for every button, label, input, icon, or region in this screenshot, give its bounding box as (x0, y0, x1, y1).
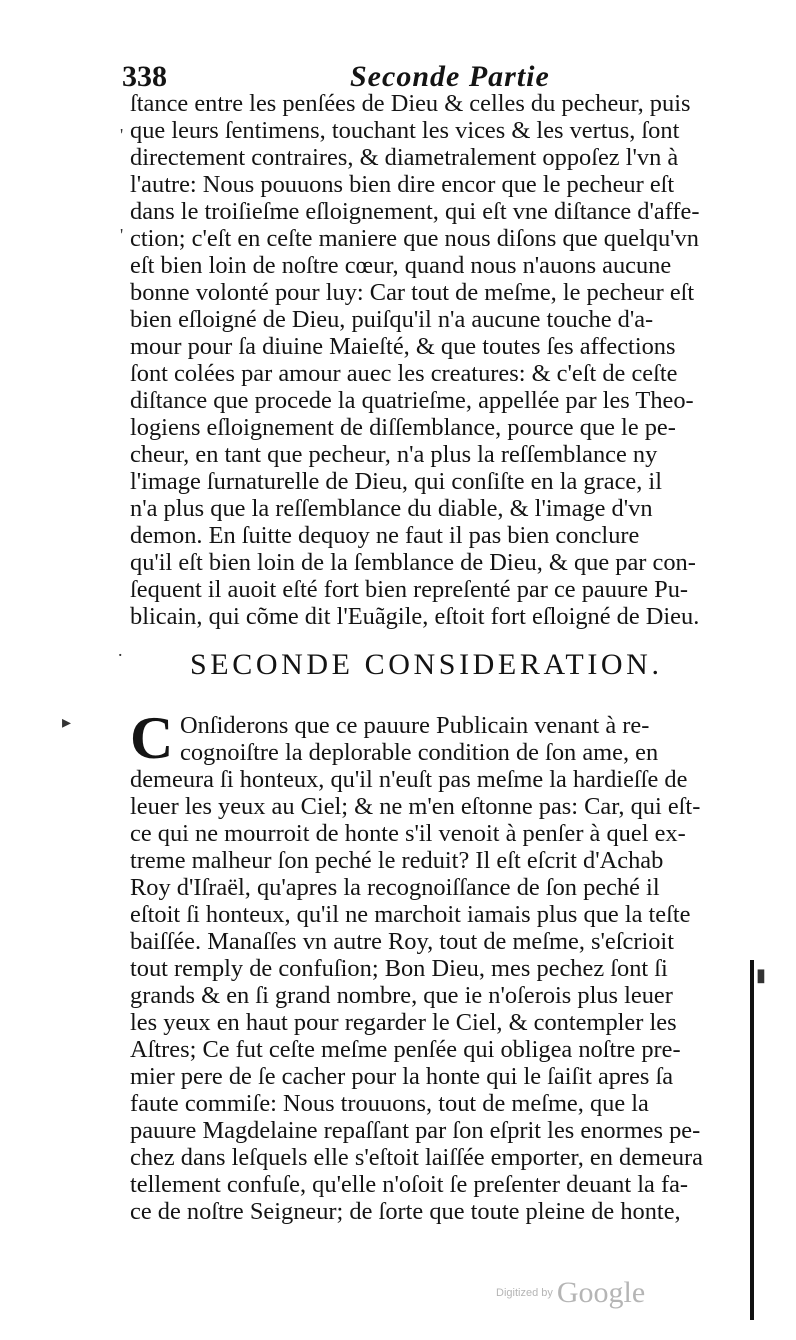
section-heading: SECONDE CONSIDERATION. (190, 648, 663, 681)
text-line: demeura ſi honteux, qu'il n'euſt pas meſme la hardieſſe de (130, 766, 688, 793)
text-line: diſtance que procede la quatrieſme, appellée par les Theo- (130, 387, 694, 414)
text-line: l'autre: Nous pouuons bien dire encor que le pecheur eſt (130, 171, 675, 198)
text-line: ſtance entre les penſées de Dieu & celles du pecheur, puis (130, 90, 691, 117)
text-line: dans le troiſieſme eſloignement, qui eſt vne diſtance d'affe- (130, 198, 700, 225)
text-line: tellement confuſe, qu'elle n'oſoit ſe preſenter deuant la fa- (130, 1171, 689, 1198)
paragraph-2 (130, 705, 745, 1225)
text-line: les yeux en haut pour regarder le Ciel, & contempler les (130, 1009, 677, 1036)
text-line: logiens eſloignement de diſſemblance, pource que le pe- (130, 414, 676, 441)
text-line: demon. En ſuitte dequoy ne faut il pas bien conclure (130, 522, 640, 549)
page-number: 338 (122, 60, 167, 93)
text-line: Aſtres; Ce fut ceſte meſme penſée qui obligea noſtre pre- (130, 1036, 681, 1063)
margin-speck: . (118, 640, 123, 660)
margin-speck: ▸ (62, 712, 72, 732)
margin-speck: ▮ (756, 965, 766, 985)
text-line: baiſſée. Manaſſes vn autre Roy, tout de meſme, s'eſcrioit (130, 928, 674, 955)
running-head-title: Seconde Partie (350, 60, 550, 93)
text-line: chez dans leſquels elle s'eſtoit laiſſée emporter, en demeura (130, 1144, 703, 1171)
margin-speck: ' (120, 225, 124, 245)
running-head (118, 60, 738, 94)
text-line: l'image ſurnaturelle de Dieu, qui conſiſte en la grace, il (130, 468, 662, 495)
text-line: eſt bien loin de noſtre cœur, quand nous n'auons aucune (130, 252, 672, 279)
text-line: eſtoit ſi honteux, qu'il ne marchoit iamais plus que la teſte (130, 901, 691, 928)
text-line: cheur, en tant que pecheur, n'a plus la reſſemblance ny (130, 441, 658, 468)
text-line: grands & en ſi grand nombre, que ie n'oſerois plus leuer (130, 982, 673, 1009)
text-line: faute commiſe: Nous trouuons, tout de meſme, que la (130, 1090, 649, 1117)
text-line: cognoiſtre la deplorable condition de ſon ame, en (180, 739, 659, 766)
text-line: ſequent il auoit eſté fort bien repreſenté par ce pauure Pu- (130, 576, 689, 603)
digitization-watermark (496, 1276, 645, 1310)
text-line: que leurs ſentimens, touchant les vices & les vertus, ſont (130, 117, 680, 144)
text-line: leuer les yeux au Ciel; & ne m'en eſtonne pas: Car, qui eſt- (130, 793, 701, 820)
text-line: Onſiderons que ce pauure Publicain venant à re- (180, 712, 650, 739)
text-line: mour pour ſa diuine Maieſté, & que toutes ſes affections (130, 333, 676, 360)
google-logo: Google (556, 1276, 646, 1309)
text-line: ce qui ne mourroit de honte s'il venoit à penſer à quel ex- (130, 820, 686, 847)
text-line: mier pere de ſe cacher pour la honte qui le ſaiſit apres ſa (130, 1063, 674, 1090)
text-line: ce de noſtre Seigneur; de ſorte que toute pleine de honte, (130, 1198, 681, 1225)
text-line: n'a plus que la reſſemblance du diable, & l'image d'vn (130, 495, 653, 522)
text-line: pauure Magdelaine repaſſant par ſon eſprit les enormes pe- (130, 1117, 701, 1144)
text-line: treme malheur ſon peché le reduit? Il eſt eſcrit d'Achab (130, 847, 664, 874)
text-line: tout remply de confuſion; Bon Dieu, mes pechez ſont ſi (130, 955, 668, 982)
watermark-prefix: Digitized by (496, 1287, 553, 1299)
text-line: bien eſloigné de Dieu, puiſqu'il n'a aucune touche d'a- (130, 306, 654, 333)
text-line: Roy d'Iſraël, qu'apres la recognoiſſance de ſon peché il (130, 874, 660, 901)
margin-speck: ' (120, 125, 124, 145)
paragraph-1 (130, 90, 745, 630)
text-line: ction; c'eſt en ceſte maniere que nous diſons que quelqu'vn (130, 225, 699, 252)
text-line: blicain, qui cõme dit l'Euãgile, eſtoit fort eſloigné de Dieu. (130, 603, 700, 630)
text-line: bonne volonté pour luy: Car tout de meſme, le pecheur eſt (130, 279, 695, 306)
gutter-rule (750, 960, 754, 1320)
text-line: ſont colées par amour auec les creatures: & c'eſt de ceſte (130, 360, 678, 387)
text-line: directement contraires, & diametralement oppoſez l'vn à (130, 144, 679, 171)
drop-cap: C (130, 705, 174, 771)
text-line: qu'il eſt bien loin de la ſemblance de Dieu, & que par con- (130, 549, 696, 576)
